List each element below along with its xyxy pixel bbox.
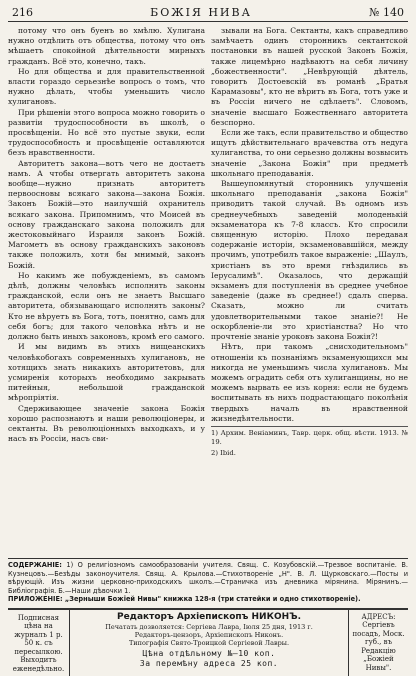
paragraph: Вышеупомянутый сторонникъ улучшенія школьнаго преподаванія „закона Божія" приводитъ такой случай. Въ одномъ изъ среднеучебныхъ заведеній молоденькій экзаменатора къ 7-8 классъ. Кто спросили священную исторію. Плохо передавая содержаніе исторіи, экзаменовавшійся, между прочимъ, употребилъ такое выраженіе: „Шаулъ, христіанъ въ это время гнѣздились въ Іерусалимѣ". Оказалось, что держащій экзаменъ для поступленія въ среднее учебное заведеніе (даже въ среднее!) сдалъ сперва. Сказать, можно ли считать удовлетворительными такое знаніе?! Не оскорбленіе-ли это христіанства? Но что прочтеніе знаніе уроковъ закона Божія?! [211, 179, 408, 342]
editorial-address: АДРЕСЪ: Сергіевъ посадъ, Моск. губ., въ Редакцію „Божіей Нивы". [348, 610, 408, 676]
header-rule [8, 21, 408, 22]
imprint-box [8, 608, 408, 676]
article-columns [8, 26, 408, 556]
paragraph: Если же такъ, если правительство и общество ищутъ дѣйствительнаго врачевства отъ недуга хулиганства, то они серьезно должны возвысить значеніе „Закона Божія" при предметѣ школьнаго преподаванія. [211, 128, 408, 178]
paragraph: При рѣшеніи этого вопроса можно говорить о развитіи трудоспособности въ школѣ, о просвѣщеніи. Но всё это пустые звуки, если трудоспособность и просвѣщеніе оставляются безъ нравственности. [8, 107, 205, 158]
appendix-line: ПРИЛОЖЕНІЕ: „Зерныши Божіей Нивы" книжка 128-я (три статейки и одно стихотвореніе). [8, 595, 361, 604]
paragraph: Нѣтъ, при такомъ „снисходительномъ" отношеніи къ познаніямъ экзаменующихся мы никогда не уменьшимъ числа хулигановъ. Мы можемъ оградить себя отъ хулиганщины, но не можемъ вырвать ее изъ корня: если не будемъ воспитывать въ нихъ подрастающаго поколѣнія твердыхъ началъ въ нравственной жизнедѣятельности. [211, 342, 408, 423]
printer-line: Типографія Свято-Троицкой Сергіевой Лавры. [128, 638, 290, 647]
footnote: 1) Архим. Веніаминъ, Тавр. церк. общ. вѣсти. 1913. № 19. [211, 426, 408, 447]
editor-line: Редакторъ Архіепископъ НИКОНЪ. [116, 611, 302, 622]
table-of-contents [8, 558, 408, 604]
right-column [211, 26, 408, 556]
paragraph: Сдерживающее значеніе закона Божія хорошо распознаютъ и наши революціонеры, и сектанты. Въ революціонныхъ выходкахъ, и у насъ въ Россіи, насъ сви- [8, 403, 205, 444]
left-column [8, 26, 205, 556]
page-header [8, 6, 408, 19]
contents-text: 1) О религіозномъ самообразованіи учителя. Свящ. С. Козубовскій.—Трезвое воспитаніе. В. Кузнецовъ.—Безѣды законоучителя. Свящ. А. Крылова.—Стихотвореніе „Н". В. Л. Щурковскаго.—Посты и вѣрующій. Изъ жизни церковно-приходскихъ школъ.—Страничка изъ дневника мірянина. Мірянинъ.—Библіографія. Б.—Наши дѣвочки 1. [8, 561, 408, 595]
printing-permission: Печатать дозволяется: Сергіева Лавра, Іюля 25 дня, 1913 г. [105, 622, 313, 631]
contents-label: СОДЕРЖАНІЕ: [8, 561, 62, 569]
issue-number: № 140 [369, 6, 404, 19]
paragraph: И мы видимъ въ этихъ нищеанскихъ человѣкобогахъ современныхъ хулигановъ, не хотящихъ знать никакихъ авторитетовъ, для усмиренія которыхъ необходимо закрывать питейныя, небольшой гражданской мѣропріятія. [8, 342, 205, 403]
paragraph: Но какимъ же побужденіемъ, въ самомъ дѣлѣ, должны человѣкъ исполнять законы гражданской, если онъ не знаетъ Высшаго авторитета, обязывающаго исполнять законы? Кто не вѣруетъ въ Бога, тотъ, понятно, самъ для себя богъ; для такого человѣка нѣтъ и не должно быть иныхъ законовъ, кромѣ его самого. [8, 270, 205, 342]
censor-line: Редакторъ-цензоръ, Архіепископъ Никонъ. [134, 630, 284, 639]
journal-title: БОЖІЯ НИВА [150, 6, 252, 19]
issue-price: Цѣна отдѣльному №—10 коп. [142, 648, 276, 658]
paragraph: зывали на Бога. Сектанты, какъ справедливо замѣчаетъ одинъ сторонникъ сектантской постановки въ нашей русской Законъ Божія, также лицемѣрно надѣваютъ на себя личину „божественности". „Невѣрующій дѣятель, говоритъ Достоевскій въ романѣ „Братья Карамазовы", кто не вѣритъ въ Бога, тотъ уже и въ Россіи ничего не сдѣлаетъ". Словомъ, значеніе высшаго Божественнаго авторитета безспорно. [211, 26, 408, 127]
footnote: 2) Ibid. [211, 448, 236, 457]
imprint-center [70, 610, 348, 676]
paragraph: Авторитетъ закона—вотъ чего не достаетъ намъ. А чтобы отвергать авторитетъ закона вообще—нужно признать авторитетъ первоосновы всякаго закона—закона Божія. Законъ Божій—это наилучшій охранитель всякаго закона. Припомнимъ, что Моисей въ основу гражданскаго закона положилъ для жестоковыйнаго Израиля законъ Божій. Магометъ въ основу гражданскихъ законовъ также положилъ, хотя бы мнимый, законъ Божій. [8, 158, 205, 270]
paragraph: Но для общества и для правительственной власти гораздо серьезнѣе вопросъ о томъ, что нужно дѣлать, чтобы уменьшить число хулигановъ. [8, 66, 205, 107]
paragraph: потому что онъ буенъ во хмѣлю. Хулигана нужно отдѣлить отъ общества, потому что онъ мѣшаетъ спокойной дѣятельности мирныхъ гражданъ. Всё это, конечно, такъ. [8, 26, 205, 66]
address-change-price: За перемѣну адреса 25 коп. [139, 658, 279, 668]
page-number: 216 [12, 6, 33, 19]
subscription-price: Подписная цѣна на журналъ 1 р. 50 к. съ пересылкою. Выходитъ еженедѣльно. [8, 610, 70, 676]
